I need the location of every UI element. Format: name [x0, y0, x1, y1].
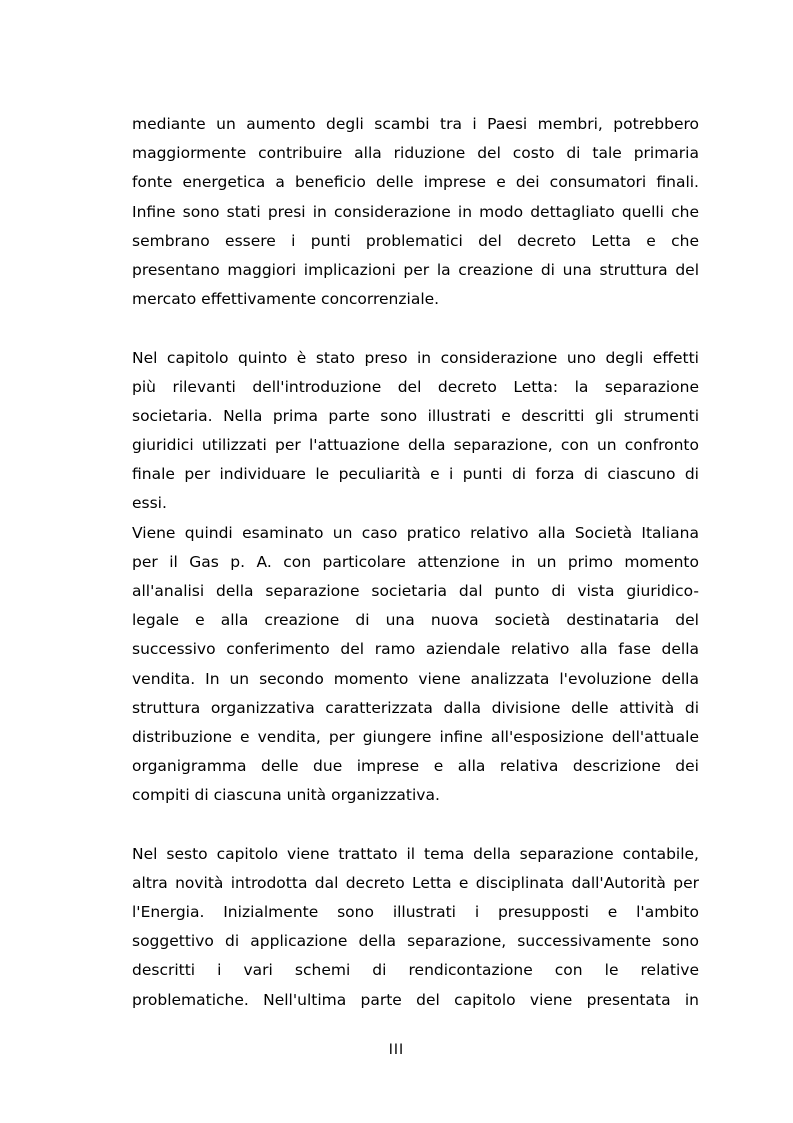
text-line: Infine sono stati presi in considerazione in modo dettagliato quelli che	[132, 202, 699, 221]
paragraph-gap	[132, 314, 699, 343]
text-line: soggettivo di applicazione della separazione, successivamente sono	[132, 932, 699, 951]
paragraph-1	[132, 110, 699, 314]
text-line: compiti di ciascuna unità organizzativa.	[132, 786, 440, 805]
text-line: mercato effettivamente concorrenziale.	[132, 290, 440, 309]
paragraph-2	[132, 344, 699, 519]
text-line: altra novità introdotta dal decreto Letta e disciplinata dall'Autorità per	[132, 873, 699, 892]
text-line: finale per individuare le peculiarità e i punti di forza di ciascuno di	[132, 465, 699, 484]
text-line: maggiormente contribuire alla riduzione del costo di tale primaria	[132, 144, 699, 163]
text-line: struttura organizzativa caratterizzata dalla divisione delle attività di	[132, 698, 699, 717]
paragraph-4	[132, 840, 699, 1015]
text-line: legale e alla creazione di una nuova società destinataria del	[132, 611, 699, 630]
paragraph-gap	[132, 811, 699, 840]
text-line: Nel capitolo quinto è stato preso in considerazione uno degli effetti	[132, 348, 699, 367]
text-line: per il Gas p. A. con particolare attenzione in un primo momento	[132, 552, 699, 571]
text-line: problematiche. Nell'ultima parte del capitolo viene presentata in	[132, 990, 699, 1009]
text-line: mediante un aumento degli scambi tra i Paesi membri, potrebbero	[132, 115, 699, 133]
text-line: societaria. Nella prima parte sono illustrati e descritti gli strumenti	[132, 406, 699, 425]
text-line: presentano maggiori implicazioni per la creazione di una struttura del	[132, 260, 699, 279]
text-line: fonte energetica a beneficio delle imprese e dei consumatori finali.	[132, 173, 699, 192]
text-line: successivo conferimento del ramo aziendale relativo alla fase della	[132, 640, 699, 659]
text-line: vendita. In un secondo momento viene analizzata l'evoluzione della	[132, 669, 699, 688]
page-number: III	[388, 1042, 405, 1058]
text-line: giuridici utilizzati per l'attuazione della separazione, con un confronto	[132, 436, 699, 455]
text-line: descritti i vari schemi di rendicontazione con le relative	[132, 961, 699, 980]
text-line: organigramma delle due imprese e alla relativa descrizione dei	[132, 757, 699, 776]
text-line: distribuzione e vendita, per giungere infine all'esposizione dell'attuale	[132, 727, 699, 746]
page-body	[132, 110, 699, 1015]
text-line: più rilevanti dell'introduzione del decreto Letta: la separazione	[132, 377, 699, 396]
text-line: all'analisi della separazione societaria dal punto di vista giuridico-	[132, 582, 699, 600]
text-line: sembrano essere i punti problematici del decreto Letta e che	[132, 231, 699, 250]
text-line: essi.	[132, 494, 167, 513]
text-line: Nel sesto capitolo viene trattato il tema della separazione contabile,	[132, 844, 699, 863]
paragraph-3	[132, 519, 699, 811]
text-line: l'Energia. Inizialmente sono illustrati i presupposti e l'ambito	[132, 903, 699, 922]
text-line: Viene quindi esaminato un caso pratico relativo alla Società Italiana	[132, 523, 699, 542]
